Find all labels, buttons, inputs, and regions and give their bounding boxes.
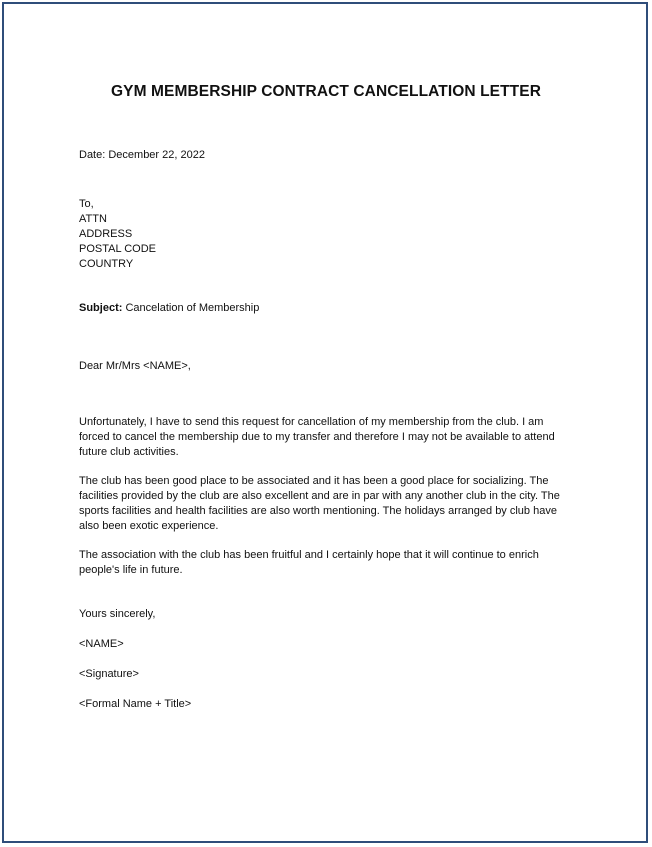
recipient-postal-code: POSTAL CODE xyxy=(79,243,157,255)
body-paragraph-1: Unfortunately, I have to send this request for cancellation of my membership from the club. I am forced to cancel the membership due to my transfer and therefore I may not be available to attend future club activities. xyxy=(79,416,555,458)
closing-text: Yours sincerely, xyxy=(79,608,156,620)
formal-name-text: <Formal Name + Title> xyxy=(79,698,192,710)
recipient-address: ADDRESS xyxy=(79,228,133,240)
recipient-country: COUNTRY xyxy=(79,258,134,270)
recipient-block xyxy=(79,197,579,272)
salutation xyxy=(79,359,579,374)
subject-line xyxy=(79,301,579,316)
salutation-text: Dear Mr/Mrs <NAME>, xyxy=(79,360,191,372)
subject-text: Cancelation of Membership xyxy=(122,302,260,314)
sender-name xyxy=(79,637,579,652)
letter-date xyxy=(79,148,579,163)
letter-title: GYM MEMBERSHIP CONTRACT CANCELLATION LETTER xyxy=(111,83,541,100)
body-paragraph-2: The club has been good place to be associated and it has been a good place for socializing. The facilities provided by the club are also excellent and are in par with any another club in the city. The sports facilities and health facilities are also worth mentioning. The holidays arranged by club have also been exotic experience. xyxy=(79,475,560,532)
signature-text: <Signature> xyxy=(79,668,139,680)
signature xyxy=(79,667,579,682)
recipient-attn: ATTN xyxy=(79,213,107,225)
recipient-to: To, xyxy=(79,198,94,210)
sender-name-text: <NAME> xyxy=(79,638,124,650)
subject-label: Subject: xyxy=(79,302,123,314)
date-text: Date: December 22, 2022 xyxy=(79,149,205,161)
body-paragraph-3: The association with the club has been fruitful and I certainly hope that it will continue to enrich people's life in future. xyxy=(79,549,539,576)
closing xyxy=(79,607,579,622)
formal-name xyxy=(79,697,579,712)
